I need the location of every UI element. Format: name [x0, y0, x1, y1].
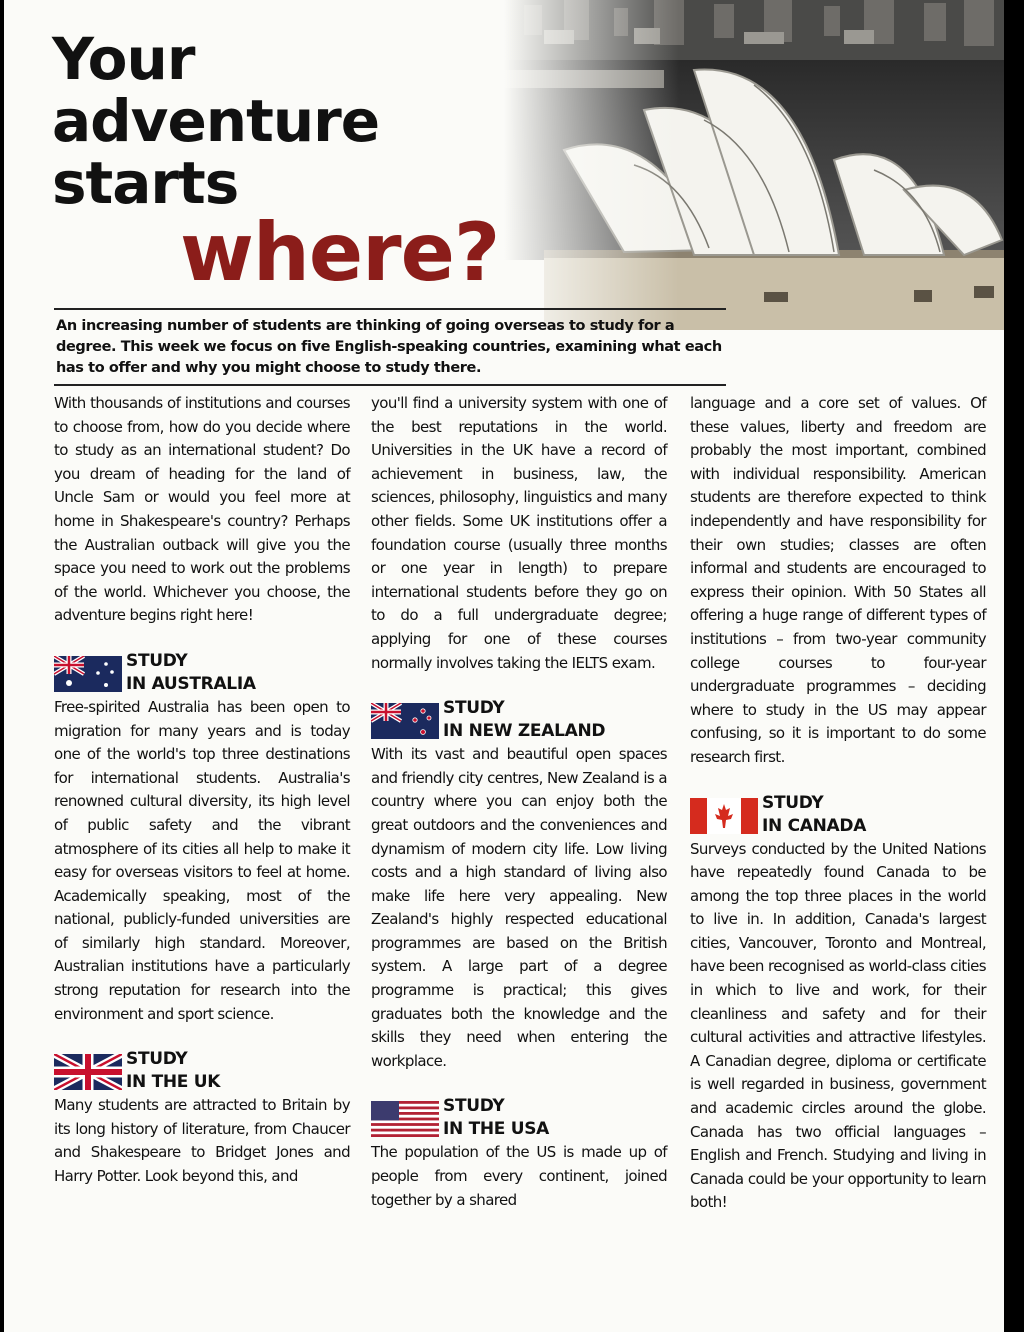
nz-title-line-2: IN NEW ZEALAND — [443, 721, 606, 742]
headline-line-2: adventure — [52, 87, 380, 155]
usa-title-line-1: STUDY — [443, 1096, 505, 1117]
headline-line-3: starts — [52, 149, 239, 217]
column-2 — [371, 392, 667, 1212]
column-3 — [690, 392, 986, 1215]
usa-title-line-2: IN THE USA — [443, 1119, 550, 1140]
australia-flag-icon — [54, 656, 122, 692]
usa-flag-icon — [371, 1101, 439, 1137]
new-zealand-flag-icon — [371, 703, 439, 739]
magazine-page — [4, 0, 1004, 1332]
intro-bottom-rule — [54, 384, 726, 386]
canada-body: Surveys conducted by the United Nations have repeatedly found Canada to be among the top three places in the world to live in. In addition, Canada's largest cities, Vancouver, Toronto and Montreal, have been recognised as world-class cities in which to live and work, for their cleanliness and safety and for their cultural activities and attractive lifestyles. A Canadian degree, diploma or certificate is well regarded in business, government and academic circles around the globe. Canada has two official languages – English and French. Studying and living in Canada could be your opportunity to learn both! — [690, 839, 986, 1212]
opening-paragraph: With thousands of institutions and courses to choose from, how do you decide where to study as an international student? Do you dream of heading for the land of Uncle Sam or would you feel more at home in Shakespeare's country? Perhaps the Australian outback will give you the space you need to work out the problems of the world. Whichever you choose, the adventure begins right here! — [54, 394, 350, 625]
uk-body-part-2: you'll find a university system with one of the best reputations in the world. Universities in the UK have a record of achievement in business, law, the sciences, philosophy, linguistics and many other fields. Some UK institutions offer a foundation course (usually three months or one year in length) to prepare international students before they go on to do a full undergraduate degree; applying for one of these courses normally involves taking the IELTS exam. — [371, 394, 667, 672]
opera-house-photo — [504, 0, 1004, 330]
canada-flag-icon — [690, 798, 758, 834]
section-heading-australia — [54, 650, 350, 696]
section-heading-canada — [690, 792, 986, 838]
australia-body: Free-spirited Australia has been open to migration for many years and is today one of the world's top three destinations for international students. Australia's renowned cultural diversity, its high level of public safety and the vibrant atmosphere of its cities all help to make it easy for overseas visitors to feel at home. Academically speaking, most of the national, publicly-funded universities are of similarly high standard. Moreover, Australian institutions have a particularly strong reputation for research into the environment and sport science. — [54, 697, 350, 1023]
section-heading-usa — [371, 1095, 667, 1141]
opera-house-illustration — [504, 0, 1004, 330]
uk-title-line-2: IN THE UK — [126, 1072, 221, 1093]
uk-title-line-1: STUDY — [126, 1049, 188, 1070]
uk-body-part-1: Many students are attracted to Britain by its long history of literature, from Chaucer and Shakespeare to Bridget Jones and Harry Potter. Look beyond this, and — [54, 1096, 350, 1186]
usa-body-part-2: language and a core set of values. Of these values, liberty and freedom are probably the most important, combined with individual responsibility. American students are therefore expected to think independently and have responsibility for their own studies; classes are often informal and students are encouraged to express their opinion. With 50 States all offering a huge range of different types of institutions – from two-year community college courses to four-year undergraduate programmes – deciding where to study in the US may appear confusing, so it is important to do some research first. — [690, 394, 986, 766]
headline-line-1: Your — [52, 25, 195, 93]
section-heading-new-zealand — [371, 697, 667, 743]
usa-body-part-1: The population of the US is made up of people from every continent, joined together by a shared — [371, 1143, 667, 1209]
australia-title-line-1: STUDY — [126, 650, 188, 671]
headline — [52, 25, 380, 217]
section-heading-uk — [54, 1048, 350, 1094]
canada-title-line-2: IN CANADA — [762, 815, 867, 836]
new-zealand-body: With its vast and beautiful open spaces and friendly city centres, New Zealand is a country where you can enjoy both the great outdoors and the conveniences and dynamism of modern city life. Low living costs and a high standard of living also make life here very appealing. New Zealand's highly respected educational programmes are based on the British system. A large part of a degree programme is practical; this gives graduates both the knowledge and the skills they need when entering the workplace. — [371, 745, 667, 1070]
australia-title-line-2: IN AUSTRALIA — [126, 673, 256, 694]
headline-where: where? — [180, 206, 500, 299]
uk-flag-icon — [54, 1054, 122, 1090]
column-1 — [54, 392, 350, 1189]
nz-title-line-1: STUDY — [443, 698, 505, 719]
intro-top-rule — [54, 308, 726, 310]
canada-title-line-1: STUDY — [762, 792, 824, 813]
intro-paragraph: An increasing number of students are thinking of going overseas to study for a degree. This week we focus on five English-speaking countries, examining what each has to offer and why you might choose to study there. — [56, 318, 722, 376]
